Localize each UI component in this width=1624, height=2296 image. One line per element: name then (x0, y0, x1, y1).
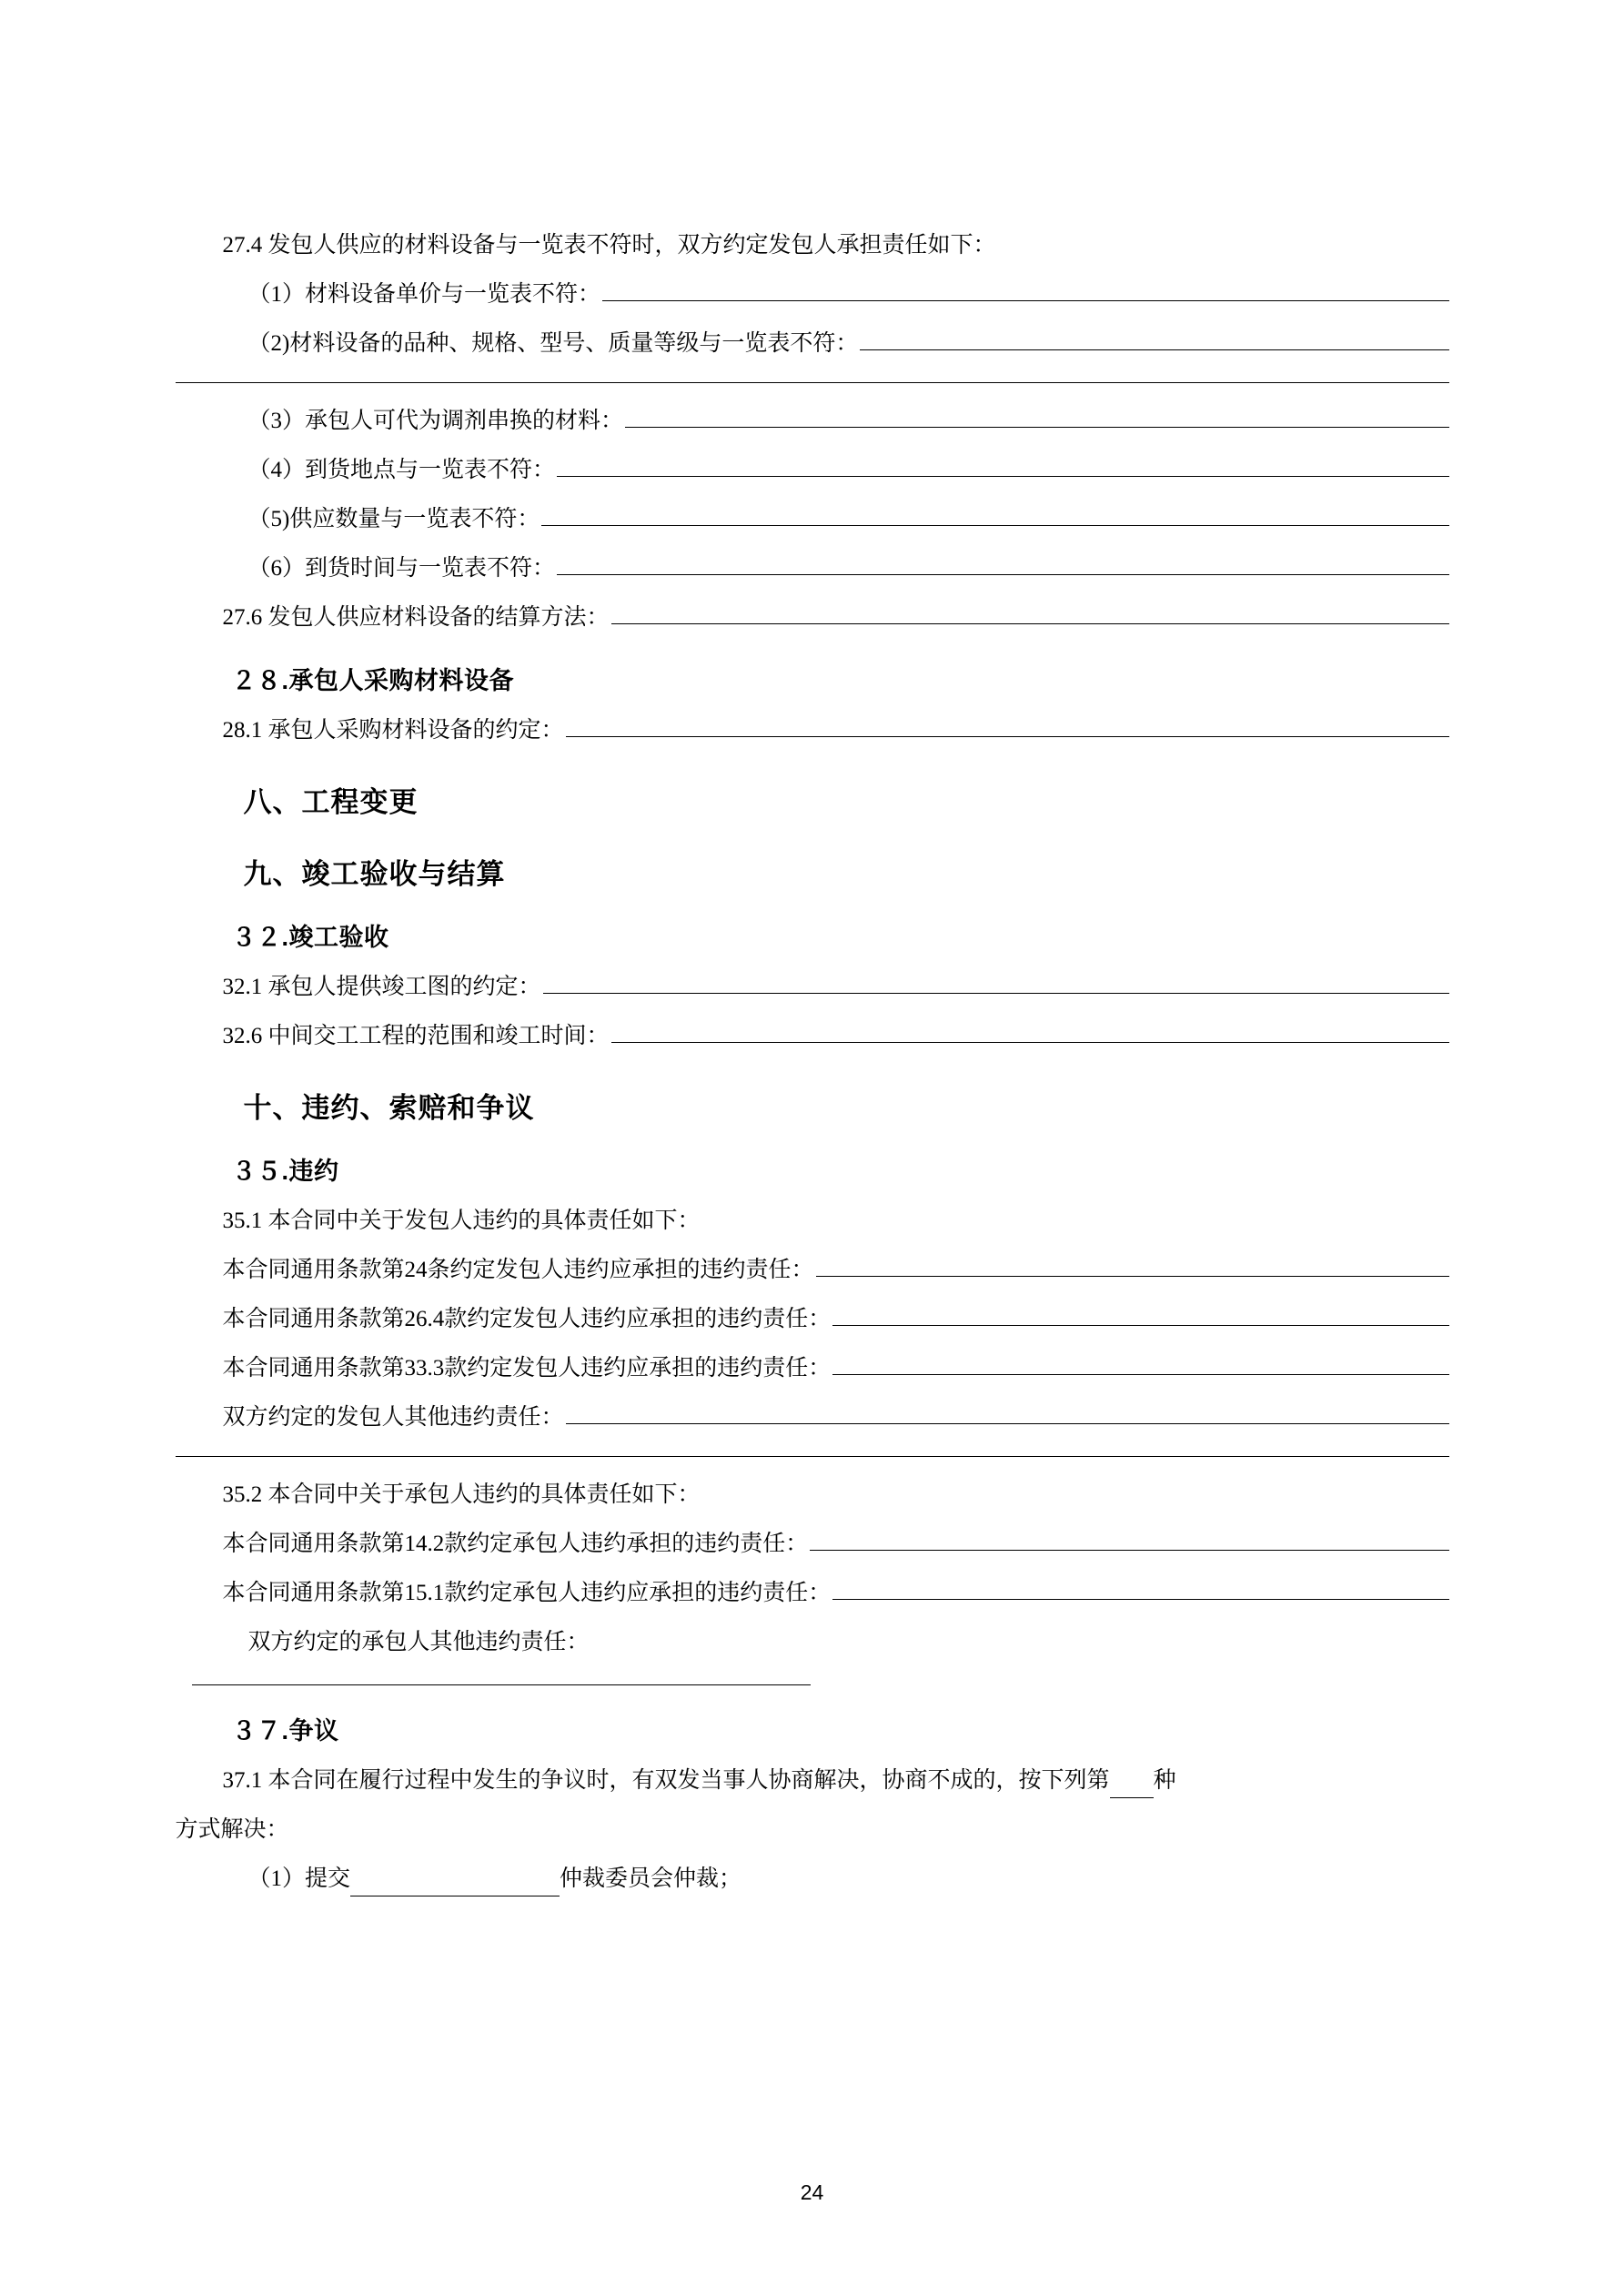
paragraph-28-1: 28.1 承包人采购材料设备的约定： (176, 713, 1449, 748)
blank-field[interactable] (832, 1301, 1448, 1326)
paragraph-32-6: 32.6 中间交工工程的范围和竣工时间： (176, 1018, 1449, 1054)
heading-section-10: 十、违约、索赔和争议 (243, 1092, 535, 1124)
heading-32: ３２.竣工验收 (231, 924, 389, 951)
blank-field[interactable] (625, 403, 1448, 428)
blank-field[interactable] (541, 501, 1448, 526)
paragraph-35-1-b: 本合同通用条款第26.4款约定发包人违约应承担的违约责任： (176, 1301, 1449, 1337)
paragraph-35-2-c: 双方约定的承包人其他违约责任： (247, 1630, 590, 1654)
paragraph-35-1: 35.1 本合同中关于发包人违约的具体责任如下： (222, 1209, 701, 1233)
page-number: 24 (800, 2180, 824, 2204)
heading-section-8: 八、工程变更 (243, 786, 419, 818)
blank-field[interactable] (566, 713, 1449, 737)
paragraph-37-1-option-1 (176, 1861, 1449, 1896)
paragraph-27-4: 27.4 发包人供应的材料设备与一览表不符时，双方约定发包人承担责任如下： (222, 233, 996, 258)
option-1-text-before: （1）提交 (247, 1866, 351, 1891)
heading-section-9: 九、竣工验收与结算 (243, 858, 506, 890)
option-1-text-after: 仲裁委员会仲裁； (560, 1866, 742, 1891)
blank-field[interactable] (810, 1526, 1448, 1551)
paragraph-27-4-3: （3）承包人可代为调剂串换的材料： (176, 403, 1449, 439)
heading-37: ３７.争议 (231, 1717, 339, 1745)
blank-field[interactable] (816, 1252, 1449, 1277)
paragraph-35-2-b: 本合同通用条款第15.1款约定承包人违约应承担的违约责任： (176, 1575, 1449, 1611)
blank-field[interactable] (832, 1350, 1448, 1375)
blank-field-continuation[interactable] (176, 381, 1449, 383)
blank-field-inline[interactable] (1110, 1775, 1154, 1798)
blank-field[interactable] (557, 452, 1448, 477)
heading-28: ２８.承包人采购材料设备 (231, 667, 515, 694)
blank-field-continuation[interactable] (176, 1455, 1449, 1457)
blank-field[interactable] (566, 1400, 1449, 1424)
paragraph-32-1: 32.1 承包人提供竣工图的约定： (176, 969, 1449, 1005)
blank-field-inline[interactable] (350, 1874, 560, 1896)
blank-field[interactable] (860, 326, 1448, 350)
page-content (176, 228, 1449, 1896)
blank-field[interactable] (602, 277, 1448, 301)
blank-field[interactable] (832, 1575, 1448, 1600)
paragraph-27-6: 27.6 发包人供应材料设备的结算方法： (176, 600, 1449, 635)
blank-field[interactable] (611, 1018, 1449, 1043)
blank-field[interactable] (611, 600, 1449, 624)
paragraph-27-4-6: （6）到货时间与一览表不符： (176, 551, 1449, 586)
paragraph-27-4-1: （1）材料设备单价与一览表不符： (176, 277, 1449, 312)
paragraph-27-4-2: （2)材料设备的品种、规格、型号、质量等级与一览表不符： (176, 326, 1449, 361)
blank-field-continuation[interactable] (192, 1684, 811, 1685)
paragraph-37-1-text-after: 种 (1153, 1768, 1176, 1793)
paragraph-37-1-line1 (176, 1763, 1449, 1798)
paragraph-27-4-5: （5)供应数量与一览表不符： (176, 501, 1449, 537)
paragraph-37-1-line2: 方式解决： (175, 1817, 289, 1842)
paragraph-35-1-a: 本合同通用条款第24条约定发包人违约应承担的违约责任： (176, 1252, 1449, 1288)
heading-35: ３５.违约 (231, 1158, 339, 1185)
blank-field[interactable] (557, 551, 1448, 575)
paragraph-35-1-d: 双方约定的发包人其他违约责任： (176, 1400, 1449, 1435)
paragraph-27-4-4: （4）到货地点与一览表不符： (176, 452, 1449, 488)
paragraph-35-2: 35.2 本合同中关于承包人违约的具体责任如下： (222, 1482, 701, 1507)
paragraph-35-1-c: 本合同通用条款第33.3款约定发包人违约应承担的违约责任： (176, 1350, 1449, 1386)
paragraph-37-1-text-before: 37.1 本合同在履行过程中发生的争议时，有双发当事人协商解决，协商不成的，按下列第 (222, 1768, 1110, 1793)
paragraph-35-2-a: 本合同通用条款第14.2款约定承包人违约承担的违约责任： (176, 1526, 1449, 1562)
blank-field[interactable] (543, 969, 1449, 994)
